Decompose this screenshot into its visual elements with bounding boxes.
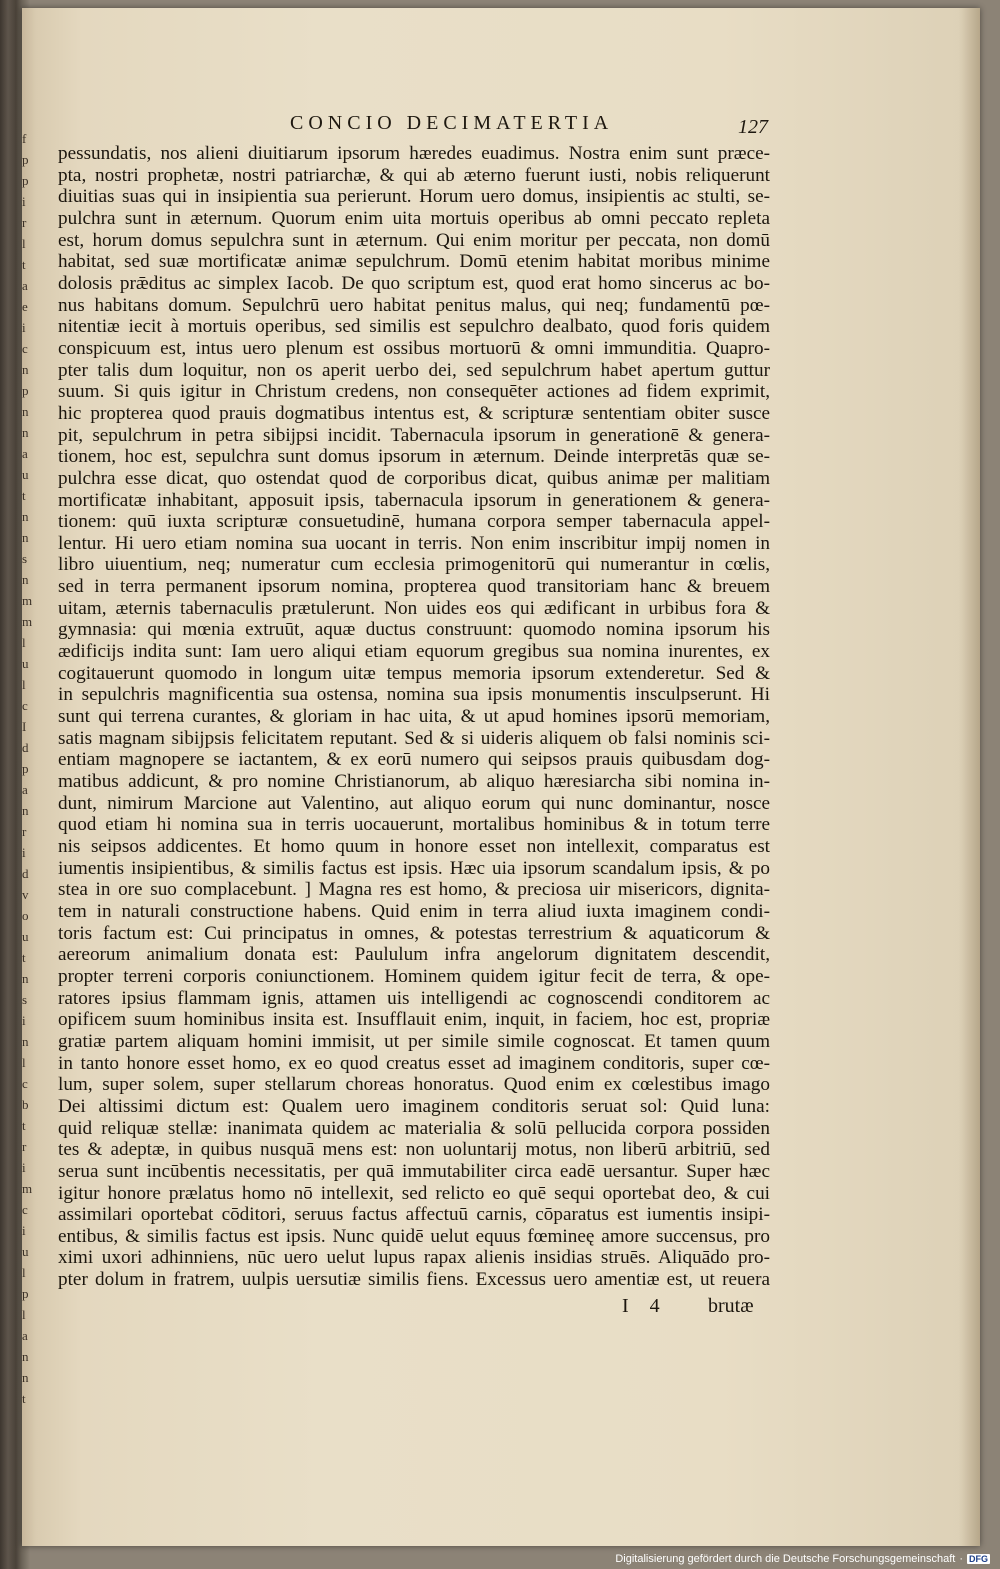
facing-page-char: i — [22, 320, 26, 335]
text-line: pter talis dum loquitur, non os aperit uerbo dei, sed sepulchrum habet apertum guttur — [58, 359, 770, 381]
text-line: pter dolum in fratrem, uulpis uersutiæ similis fiens. Excessus uero amentiæ est, ut reuera — [58, 1269, 770, 1291]
text-line: mortificatæ inhabitant, apposuit ipsis, tabernacula ipsorum in generationem & genera- — [58, 489, 770, 511]
facing-page-char: u — [22, 929, 29, 944]
facing-page-char: s — [22, 992, 28, 1007]
facing-page-char: u — [22, 656, 29, 671]
text-line: uitam, æternis tabernaculis prætulerunt. Non uides eos qui ædificant in urbibus fora & — [58, 597, 770, 619]
facing-page-char: c — [22, 1202, 28, 1217]
facing-page-char: n — [22, 530, 29, 545]
text-line: nus habitans domum. Sepulchrū uero habitat penitus malus, qui neq; fundamentū pœ- — [58, 294, 770, 316]
facing-page-char: p — [22, 152, 29, 167]
facing-page-char: m — [22, 1181, 33, 1196]
text-line: tionem, hoc est, sepulchra sunt domus ipsorum in æternum. Deinde interpretās quæ se- — [58, 446, 770, 468]
text-line: in sepulchris magnificentia sua ostensa, nomina sua ipsis monumentis insculpserunt. Hi — [58, 684, 770, 706]
text-line: aereorum animalium donata est: Paululum infra angelorum dignitatem descendit, — [58, 944, 770, 966]
facing-page-char: i — [22, 845, 26, 860]
text-line: habitat, sed suæ mortificatæ animæ sepulchrum. Domū etenim habitat moribus minime — [58, 251, 770, 273]
text-line: diuitias suas qui in insipientia sua perierunt. Horum uero domus, insipientis ac stulti, se- — [58, 186, 770, 208]
facing-page-char: I — [22, 719, 27, 734]
facing-page-char: n — [22, 1349, 29, 1364]
text-line: ximi uxori adhinniens, nūc uero uelut lupus rapax alienis insidias struēs. Aliquādo pro- — [58, 1247, 770, 1269]
text-line: gratiæ partem aliquam homini immisit, ut per simile simile cognoscat. Et tamen quum — [58, 1030, 770, 1052]
text-line: ædificijs indita sunt: Iam uero aliqui etiam equorum gregibus sua nomina inurentes, ex — [58, 641, 770, 663]
facing-page-char: n — [22, 1370, 29, 1385]
text-line: opificem suum hominibus insita est. Insufflauit enim, inquit, in faciem, hoc est, propriæ — [58, 1009, 770, 1031]
text-line: stea in ore suo complacebunt. ] Magna res est homo, & preciosa uir misericors, dignita- — [58, 879, 770, 901]
facing-page-char: r — [22, 824, 27, 839]
facing-page-char: p — [22, 761, 29, 776]
facing-page-char: r — [22, 1139, 27, 1154]
facing-page-char: b — [22, 1097, 29, 1112]
facing-page-char: r — [22, 215, 27, 230]
facing-page-char: u — [22, 467, 29, 482]
text-line: quid reliquæ stellæ: inanimata quidem ac materialia & solū pellucida corpora possiden — [58, 1117, 770, 1139]
text-line: sed in terra permanent ipsorum nomina, propterea quod transitoriam hanc & breuem — [58, 576, 770, 598]
text-line: pulchra esse dicat, quo ostendat quod de corporibus dicat, quibus animæ per malitiam — [58, 467, 770, 489]
text-line: est, horum domus sepulchra sunt in æternum. Qui enim moritur per peccata, non domū — [58, 229, 770, 251]
facing-page-char: t — [22, 950, 26, 965]
text-line: propter terreni corporis coniunctionem. Hominem quidem igitur fecit de terra, & ope- — [58, 965, 770, 987]
text-line: cogitauerunt quomodo in longum uitæ tempus memoria ipsorum extenderetur. Sed & — [58, 662, 770, 684]
text-line: nitentiæ iecit à mortuis operibus, sed similis est sepulchro dealbato, quod foris quidem — [58, 316, 770, 338]
facing-page-char: e — [22, 299, 28, 314]
facing-page-char: n — [22, 971, 29, 986]
text-line: dolosis prǣditus ac simplex Iacob. De quo scriptum est, quod erat homo sincerus ac bo- — [58, 272, 770, 294]
facing-page-char: n — [22, 425, 29, 440]
text-line: libro uiuentium, neq; numeratur cum ecclesia primogenitorū qui numerantur in cœlis, — [58, 554, 770, 576]
facing-page-char: n — [22, 803, 29, 818]
facing-page-char: i — [22, 1160, 26, 1175]
text-line: pulchra sunt in æternum. Quorum enim uita mortuis operibus ab omni peccato repleta — [58, 207, 770, 229]
facing-page-char: v — [22, 887, 29, 902]
text-line: in tanto honore esset homo, ex eo quod creatus esset ad imaginem conditoris, super cœ- — [58, 1052, 770, 1074]
facing-page-char: d — [22, 740, 29, 755]
text-line: pessundatis, nos alieni diuitiarum ipsorum hæredes euadimus. Nostra enim sunt præce- — [58, 143, 770, 164]
facing-page-char: m — [22, 593, 33, 608]
signature-mark: I 4 — [622, 1295, 668, 1317]
catchword: brutæ — [708, 1295, 754, 1317]
facing-page-char: t — [22, 257, 26, 272]
text-line: tem in naturali constructione habens. Quid enim in terra aliud iuxta imaginem condi- — [58, 900, 770, 922]
facing-page-char: o — [22, 908, 29, 923]
text-line: pta, nostri prophetæ, nostri patriarchæ, & qui ab æterno fuerunt iusti, nobis reliquerunt — [58, 164, 770, 186]
facing-page-char: p — [22, 1286, 29, 1301]
facing-page-char: a — [22, 446, 28, 461]
facing-page-char: i — [22, 1013, 26, 1028]
text-line: satis magnam sibijpsis felicitatem reputant. Sed & si uideris aliquem ob falsi nominis sci- — [58, 727, 770, 749]
dfg-logo-icon: DFG — [969, 1554, 988, 1564]
text-line: dunt, nimirum Marcione aut Valentino, aut aliquo eorum qui nunc dominantur, nosce — [58, 792, 770, 814]
text-line: toris factum est: Cui principatus in omnes, & potestas terrestrium & aquaticorum & — [58, 922, 770, 944]
text-line: igitur honore prælatus homo nō intellexit, sed relicto eo quē sequi oportebat deo, & cui — [58, 1182, 770, 1204]
text-line: conspicuum est, intus uero plenum est ossibus mortuorū & omni immunditia. Quapro- — [58, 337, 770, 359]
text-line: lentur. Hi uero etiam nomina sua uocant in terris. Non enim inscribitur impij nomen in — [58, 532, 770, 554]
facing-page-char: n — [22, 362, 29, 377]
facing-page-edge — [22, 128, 38, 1406]
facing-page-char: a — [22, 782, 28, 797]
facing-page-char: a — [22, 1328, 28, 1343]
facing-page-char: t — [22, 488, 26, 503]
facing-page-char: l — [22, 635, 26, 650]
funding-footer — [615, 1553, 990, 1565]
facing-page-char: i — [22, 194, 26, 209]
text-line: assimilari oportebat cōditori, seruus factus affectuū carnis, cōparatus est iumentis insipi- — [58, 1204, 770, 1226]
facing-page-char: m — [22, 614, 33, 629]
facing-page-char: c — [22, 1076, 28, 1091]
text-line: tionem: quū iuxta scripturæ consuetudinē, humana corpora semper tabernacula appel- — [58, 511, 770, 533]
text-line: pit, sepulchrum in petra sibijpsi incidit. Tabernacula ipsorum in generationē & genera- — [58, 424, 770, 446]
text-line: gymnasia: qui mœnia extruūt, aquæ ductus construunt: quomodo nomina ipsorum his — [58, 619, 770, 641]
text-line: nis seipsos addicentes. Et homo quum in honore esset non intellexit, comparatus est — [58, 836, 770, 857]
text-line: tes & adeptæ, in quibus nusquā mens est: non uoluntarij motus, non liberū arbitriū, sed — [58, 1139, 770, 1161]
facing-page-char: n — [22, 509, 29, 524]
facing-page-char: l — [22, 1055, 26, 1070]
facing-page-char: c — [22, 698, 28, 713]
facing-page-char: p — [22, 173, 29, 188]
facing-page-char: l — [22, 1265, 26, 1280]
text-line: serua sunt incūbentis necessitatis, per quā immutabiliter circa eadē uersantur. Super hæc — [58, 1160, 770, 1182]
text-line: Dei altissimi dictum est: Qualem uero imaginem conditoris seruat sol: Quid luna: — [58, 1095, 770, 1117]
text-line: hic propterea quod prauis dogmatibus intentus est, & scripturæ sententiam obiter susce — [58, 402, 770, 424]
body-text — [58, 143, 770, 1291]
facing-page-char: s — [22, 551, 28, 566]
facing-page-char: a — [22, 278, 28, 293]
text-line: entibus, & similis factus est ipsis. Nunc quidē uelut equus fœmineę amore succensus, pro — [58, 1225, 770, 1247]
text-line: matibus addicunt, & pro nomine Christianorum, ab aliquo hæresiarcha sibi nomina in- — [58, 771, 770, 793]
page-number: 127 — [738, 116, 768, 138]
text-line: suum. Si quis igitur in Christum credens, non consequēter actiones ad fidem exprimit, — [58, 381, 770, 403]
facing-page-char: t — [22, 1118, 26, 1133]
facing-page-char: n — [22, 572, 29, 587]
facing-page-char: n — [22, 404, 29, 419]
footer-text: Digitalisierung gefördert durch die Deutsche Forschungsgemeinschaft — [615, 1553, 956, 1565]
facing-page-char: n — [22, 1034, 29, 1049]
facing-page-char: t — [22, 1391, 26, 1406]
facing-page-char: i — [22, 1223, 26, 1238]
book-page — [22, 8, 980, 1546]
facing-page-char: l — [22, 236, 26, 251]
text-line: quod etiam hi nomina sua in terris uocauerunt, mortalibus hominibus & in totum terre — [58, 814, 770, 836]
footer-separator: · — [959, 1553, 963, 1565]
facing-page-char: l — [22, 1307, 26, 1322]
text-line: lum, super solem, super stellarum choreas honoratus. Quod enim ex cœlestibus imago — [58, 1074, 770, 1096]
facing-page-char: u — [22, 1244, 29, 1259]
facing-page-char: c — [22, 341, 28, 356]
text-line: iumentis insipientibus, & similis factus est ipsis. Hæc uia ipsorum scandalum ipsis, & po — [58, 857, 770, 879]
facing-page-char: p — [22, 383, 29, 398]
text-line: entiam magnopere se iactantem, & ex eorū numero qui seipsos prauis quibusdam dog- — [58, 749, 770, 771]
text-line: sunt qui terrena curantes, & gloriam in hac uita, & ut apud homines ipsorū memoriam, — [58, 706, 770, 728]
running-head: CONCIO DECIMATERTIA — [290, 112, 614, 134]
facing-page-char: f — [22, 131, 27, 146]
text-line: ratores ipsius flammam ignis, attamen uis intelligendi ac cognoscendi conditorem ac — [58, 987, 770, 1009]
facing-page-char: l — [22, 677, 26, 692]
facing-page-char: d — [22, 866, 29, 881]
